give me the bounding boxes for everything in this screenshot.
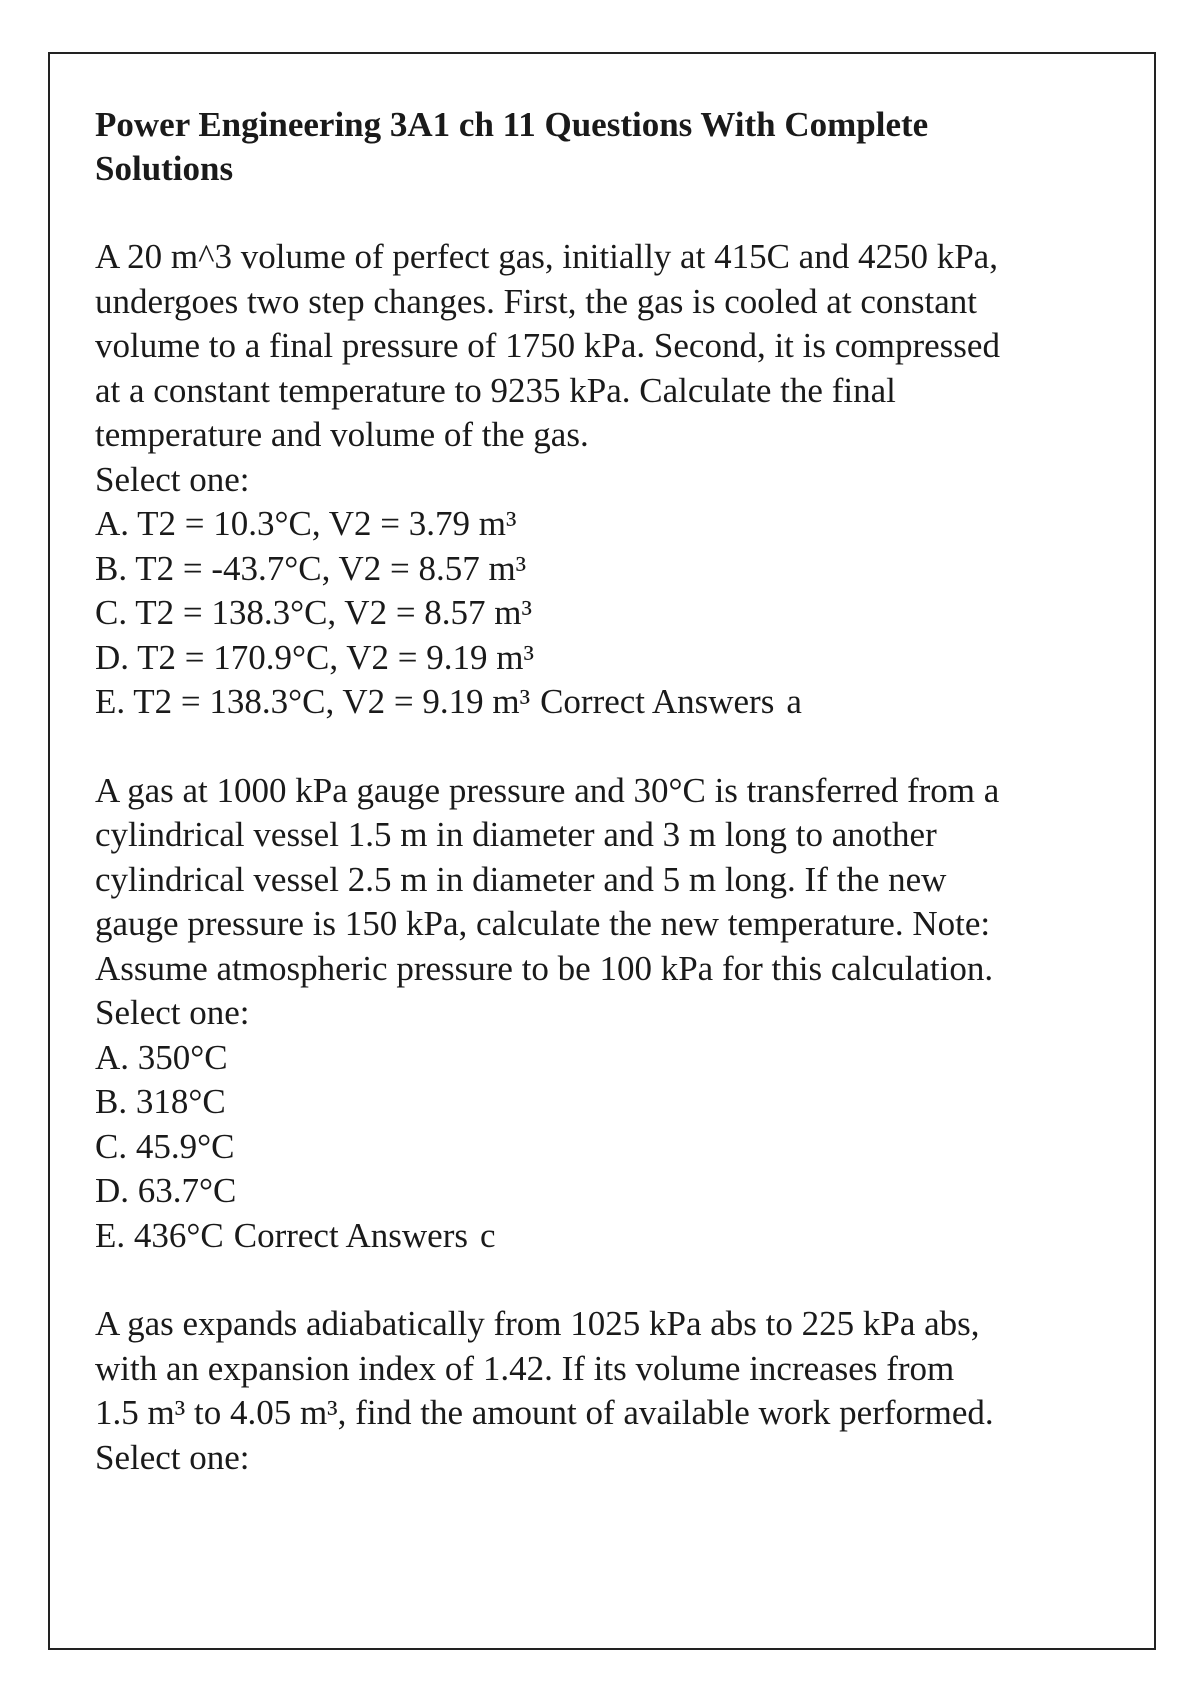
answer-option-a: A. T2 = 10.3°C, V2 = 3.79 m³ <box>95 504 517 543</box>
question-stem-line: A gas at 1000 kPa gauge pressure and 30°C is transferred from a <box>95 770 1000 810</box>
title-line: Solutions <box>95 149 234 188</box>
answer-option-d: D. 63.7°C <box>95 1171 237 1210</box>
question-stem-line: with an expansion index of 1.42. If its volume increases from <box>95 1348 955 1388</box>
question-stem-line: temperature and volume of the gas. <box>95 415 589 454</box>
question-3 <box>95 1302 1055 1480</box>
select-prompt: Select one: <box>95 459 250 499</box>
question-stem-line: A 20 m^3 volume of perfect gas, initially at 415C and 4250 kPa, <box>95 237 998 276</box>
title-line: Power Engineering 3A1 ch 11 Questions With Complete <box>95 105 929 144</box>
question-stem-line: 1.5 m³ to 4.05 m³, find the amount of available work performed. <box>95 1393 994 1432</box>
answer-option-a: A. 350°C <box>95 1037 228 1077</box>
question-2 <box>95 769 1055 1259</box>
answer-option-e: E. T2 = 138.3°C, V2 = 9.19 m³ <box>95 682 531 721</box>
question-stem-line: undergoes two step changes. First, the gas is cooled at constant <box>95 281 977 321</box>
answer-option-e: E. 436°C <box>95 1215 224 1255</box>
answer-option-d: D. T2 = 170.9°C, V2 = 9.19 m³ <box>95 637 534 677</box>
correct-answer-value: c <box>480 1215 496 1255</box>
question-stem-line: at a constant temperature to 9235 kPa. Calculate the final <box>95 370 896 410</box>
question-stem-line: gauge pressure is 150 kPa, calculate the new temperature. Note: <box>95 904 991 943</box>
question-stem-line: Assume atmospheric pressure to be 100 kPa for this calculation. <box>95 948 994 988</box>
question-1 <box>95 235 1055 725</box>
correct-answers-label: Correct Answers <box>233 1215 468 1255</box>
question-stem-line: volume to a final pressure of 1750 kPa. Second, it is compressed <box>95 326 1000 365</box>
answer-option-b: B. 318°C <box>95 1082 226 1121</box>
answer-option-e-line <box>95 680 1055 725</box>
question-stem-line: A gas expands adiabatically from 1025 kPa abs to 225 kPa abs, <box>95 1304 980 1343</box>
correct-answer-value: a <box>786 682 802 721</box>
question-stem-line: cylindrical vessel 1.5 m in diameter and 3 m long to another <box>95 815 937 854</box>
select-prompt: Select one: <box>95 993 250 1032</box>
document-body <box>95 103 1055 1524</box>
question-stem-line: cylindrical vessel 2.5 m in diameter and 5 m long. If the new <box>95 859 947 899</box>
answer-option-e-line <box>95 1214 1055 1259</box>
answer-option-c: C. 45.9°C <box>95 1126 235 1166</box>
correct-answers-label: Correct Answers <box>540 682 775 721</box>
answer-option-b: B. T2 = -43.7°C, V2 = 8.57 m³ <box>95 548 527 588</box>
answer-option-c: C. T2 = 138.3°C, V2 = 8.57 m³ <box>95 593 533 632</box>
select-prompt: Select one: <box>95 1437 250 1477</box>
document-title <box>95 103 1055 191</box>
